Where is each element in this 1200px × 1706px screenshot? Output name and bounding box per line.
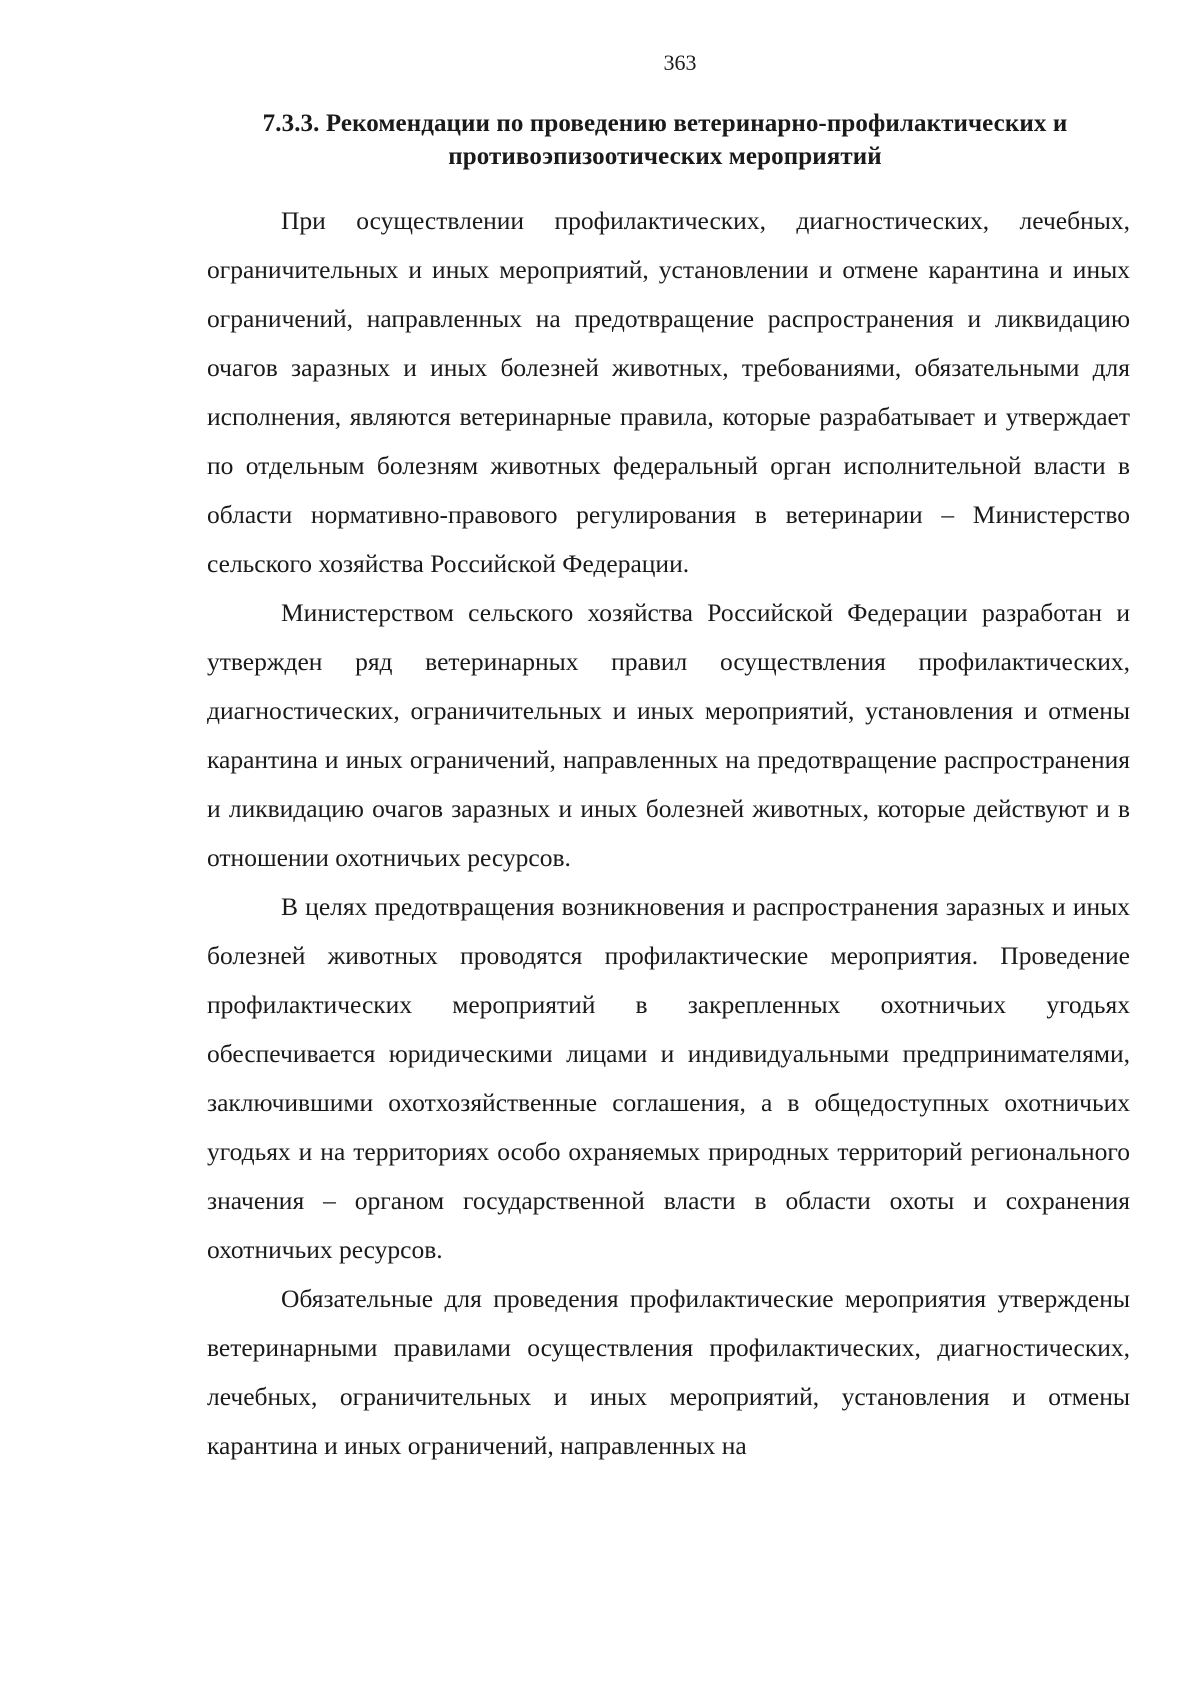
body-text bbox=[207, 196, 1130, 1470]
paragraph: Министерством сельского хозяйства Российской Федерации разработан и утвержден ряд ветеринарных правил осуществления профилактических, диагностических, ограничительных и иных мероприятий, установления и отмены карантина и иных ограничений, направленных на предотвращение распространения и ликвидацию очагов заразных и иных болезней животных, которые действуют и в отношении охотничьих ресурсов. bbox=[207, 598, 1130, 872]
paragraph: При осуществлении профилактических, диагностических, лечебных, ограничительных и иных мероприятий, установлении и отмене карантина и иных ограничений, направленных на предотвращение распространения и ликвидацию очагов заразных и иных болезней животных, требованиями, обязательными для исполнения, являются ветеринарные правила, которые разрабатывает и утверждает по отдельным болезням животных федеральный орган исполнительной власти в области нормативно-правового регулирования в ветеринарии – Министерство сельского хозяйства Российской Федерации. bbox=[207, 206, 1130, 578]
paragraph: В целях предотвращения возникновения и распространения заразных и иных болезней животных проводятся профилактические мероприятия. Проведение профилактических мероприятий в закрепленных охотничьих угодьях обеспечивается юридическими лицами и индивидуальными предпринимателями, заключившими охотхозяйственные соглашения, а в общедоступных охотничьих угодьях и на территориях особо охраняемых природных территорий регионального значения – органом государственной власти в области охоты и сохранения охотничьих ресурсов. bbox=[207, 892, 1130, 1264]
page-number: 363 bbox=[663, 50, 697, 75]
paragraph: Обязательные для проведения профилактические мероприятия утверждены ветеринарными правилами осуществления профилактических, диагностических, лечебных, ограничительных и иных мероприятий, установления и отмены карантина и иных ограничений, направленных на bbox=[207, 1284, 1130, 1460]
section-heading: 7.3.3. Рекомендации по проведению ветеринарно-профилактических и противоэпизоотических мероприятий bbox=[262, 110, 1068, 170]
